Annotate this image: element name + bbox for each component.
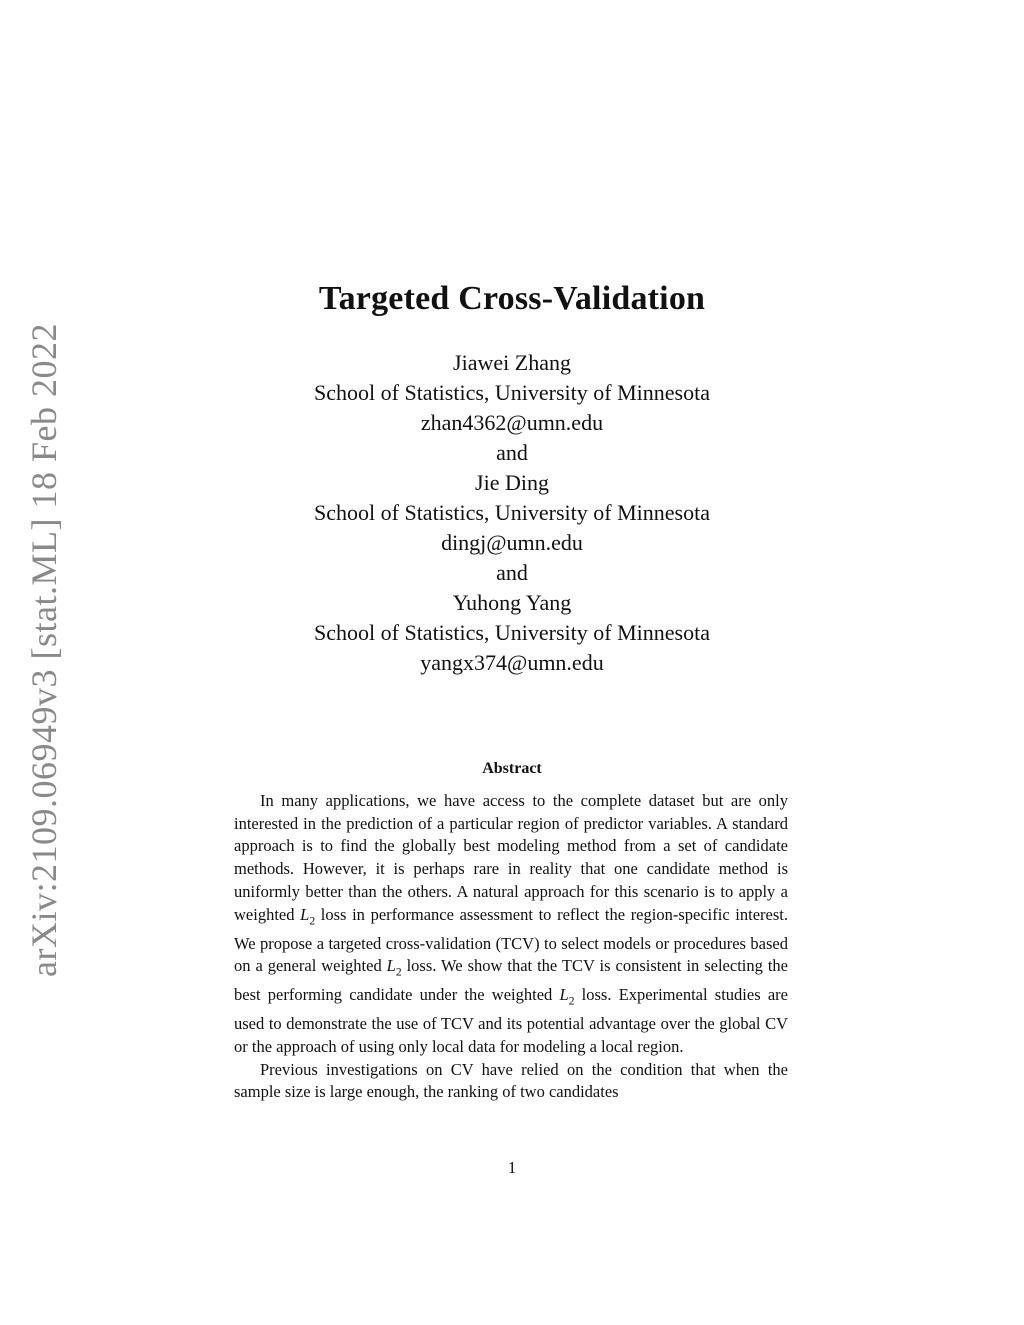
author-name: Yuhong Yang	[452, 590, 572, 615]
page-number: 1	[507, 1158, 517, 1177]
abstract-heading: Abstract	[482, 760, 542, 777]
author-name: Jiawei Zhang	[453, 350, 571, 375]
arxiv-identifier-stamp: arXiv:2109.06949v3 [stat.ML] 18 Feb 2022	[24, 323, 64, 977]
paper-title: Targeted Cross-Validation	[318, 280, 706, 317]
abstract-body	[234, 790, 788, 1104]
abstract-paragraph: Previous investigations on CV have relied on the condition that when the sample size is large enough, the ranking of two candidates	[234, 1059, 788, 1102]
author-affiliation: School of Statistics, University of Minnesota	[314, 380, 710, 405]
author-block	[0, 348, 1024, 678]
abstract-paragraph: In many applications, we have access to the complete dataset but are only interested in the prediction of a particular region of predictor variables. A standard approach is to find the globally best modeling method from a set of candidate methods. However, it is perhaps rare in reality that one candidate method is uniformly better than the others. A natural approach for this scenario is to apply a weighted $L_2$ loss in performance assessment to reflect the region-specific interest. We propose a targeted cross-validation (TCV) to select models or procedures based on a general weighted $L_2$ loss. We show that the TCV is consistent in selecting the best performing candidate under the weighted $L_2$ loss. Experimental studies are used to demonstrate the use of TCV and its potential advantage over the global CV or the approach of using only local data for modeling a local region.	[234, 791, 788, 1056]
author-affiliation: School of Statistics, University of Minnesota	[314, 620, 710, 645]
author-email: zhan4362@umn.edu	[420, 410, 604, 435]
author-separator: and	[496, 440, 528, 465]
author-separator: and	[496, 560, 528, 585]
author-affiliation: School of Statistics, University of Minnesota	[314, 500, 710, 525]
author-name: Jie Ding	[475, 470, 549, 495]
author-email: yangx374@umn.edu	[420, 650, 604, 675]
author-email: dingj@umn.edu	[441, 530, 583, 555]
